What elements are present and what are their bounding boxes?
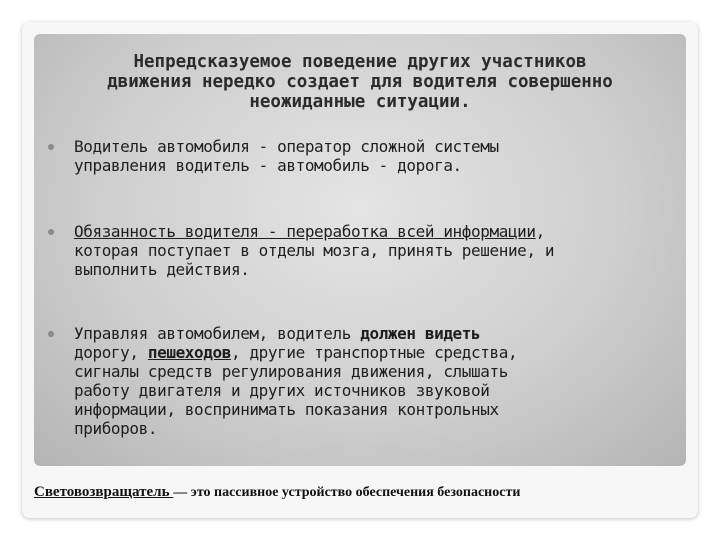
bullet-line: сигналы средств регулирования движения, слышать	[74, 362, 508, 381]
bullet-dot-icon	[48, 144, 54, 150]
bold-underlined-text: пешеходов	[147, 343, 231, 362]
bullet-text: ,	[535, 222, 545, 241]
title-line: движения нередко создает для водителя совершенно	[107, 72, 613, 92]
bold-text: должен видеть	[360, 324, 481, 343]
bullet-text: Управляя автомобилем, водитель	[74, 324, 361, 343]
bullet-item-operator	[74, 137, 674, 175]
bullet-line: управления водитель - автомобиль - дорога.	[74, 156, 462, 175]
bullet-line: работу двигателя и других источников звуковой	[74, 381, 490, 400]
bullet-text: , другие транспортные средства,	[230, 343, 518, 362]
bullet-item-perception	[74, 324, 674, 438]
bullet-line	[74, 324, 674, 343]
bullet-item-duty	[74, 222, 674, 279]
bullet-line: информации, воспринимать показания контрольных	[74, 400, 499, 419]
bullet-line	[74, 343, 674, 362]
bullet-list	[34, 34, 686, 466]
bullet-dot-icon	[48, 229, 54, 235]
content-panel	[34, 34, 686, 466]
title-line: неожиданные ситуации.	[249, 92, 471, 112]
footer-definition	[34, 484, 694, 501]
footer-text: — это пассивное устройство обеспечения безопасности	[173, 485, 521, 500]
underlined-text: Обязанность водителя - переработка всей информации	[74, 222, 536, 241]
title-line: Непредсказуемое поведение других участников	[133, 52, 587, 72]
bullet-line: выполнить действия.	[74, 260, 250, 279]
bullet-line: Водитель автомобиля - оператор сложной системы	[74, 137, 499, 156]
bullet-line: приборов.	[74, 419, 158, 438]
footer-term: Световозвращатель	[34, 484, 174, 500]
bullet-line	[74, 222, 674, 241]
bullet-text: дорогу,	[74, 343, 148, 362]
bullet-line: которая поступает в отделы мозга, принять решение, и	[74, 241, 555, 260]
bullet-dot-icon	[48, 331, 54, 337]
